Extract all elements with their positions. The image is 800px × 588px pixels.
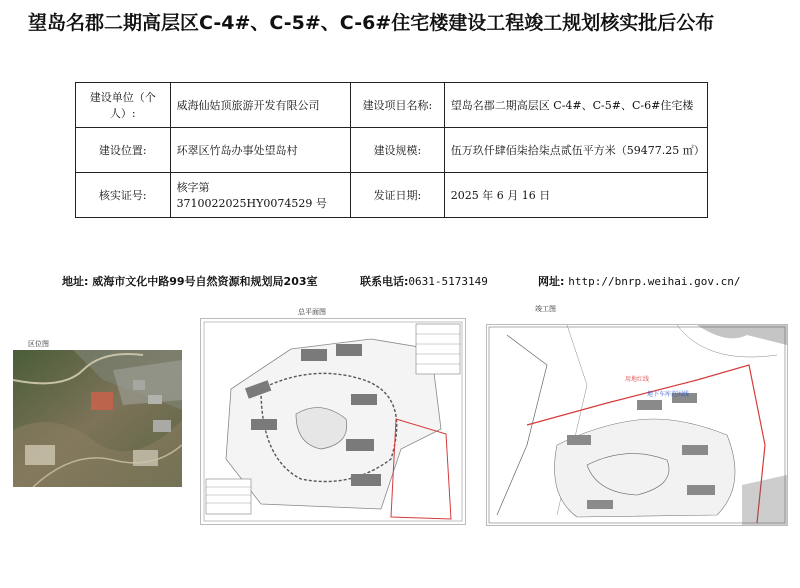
website <box>538 273 740 289</box>
project-info-table <box>75 82 708 218</box>
aerial-photo <box>13 350 182 487</box>
site-plan-drawing <box>201 319 465 524</box>
issue-date-label: 发证日期: <box>351 173 445 218</box>
issue-date-value: 2025 年 6 月 16 日 <box>444 173 707 218</box>
location-value: 环翠区竹岛办事处望岛村 <box>170 128 350 173</box>
certificate-label: 核实证号: <box>76 173 171 218</box>
as-built-caption: 竣工图 <box>535 305 556 313</box>
table-row <box>76 128 708 173</box>
certificate-value: 核字第 3710022025HY0074529 号 <box>170 173 350 218</box>
table-row <box>76 173 708 218</box>
address <box>62 273 318 289</box>
location-map-caption: 区位图 <box>28 340 49 348</box>
as-built-drawing <box>487 325 787 525</box>
table-row <box>76 83 708 128</box>
website-label: 网址: <box>538 275 565 288</box>
address-label: 地址: <box>62 275 89 288</box>
phone <box>360 273 488 289</box>
site-plan-caption: 总平面图 <box>298 308 326 316</box>
page-title: 望岛名郡二期高层区C-4#、C-5#、C-6#住宅楼建设工程竣工规划核实批后公布 <box>28 12 715 34</box>
red-line-label: 用地红线 <box>625 376 650 383</box>
scale-value: 伍万玖仟肆佰柒拾柒点贰伍平方米（59477.25 ㎡） <box>444 128 707 173</box>
underground-garage-label: 地下车库范围线 <box>647 391 690 398</box>
project-name-value: 望岛名郡二期高层区 C-4#、C-5#、C-6#住宅楼 <box>444 83 707 128</box>
project-name-label: 建设项目名称: <box>351 83 445 128</box>
phone-label: 联系电话: <box>360 275 409 288</box>
location-map <box>13 350 182 487</box>
location-label: 建设位置: <box>76 128 171 173</box>
site-plan-map <box>200 318 466 525</box>
address-value: 威海市文化中路99号自然资源和规划局203室 <box>92 275 318 288</box>
as-built-map <box>486 324 788 526</box>
construction-unit-label: 建设单位（个人）: <box>76 83 171 128</box>
scale-label: 建设规模: <box>351 128 445 173</box>
construction-unit-value: 威海仙姑顶旅游开发有限公司 <box>170 83 350 128</box>
phone-value: 0631-5173149 <box>408 275 488 288</box>
website-url[interactable]: http://bnrp.weihai.gov.cn/ <box>568 275 741 288</box>
